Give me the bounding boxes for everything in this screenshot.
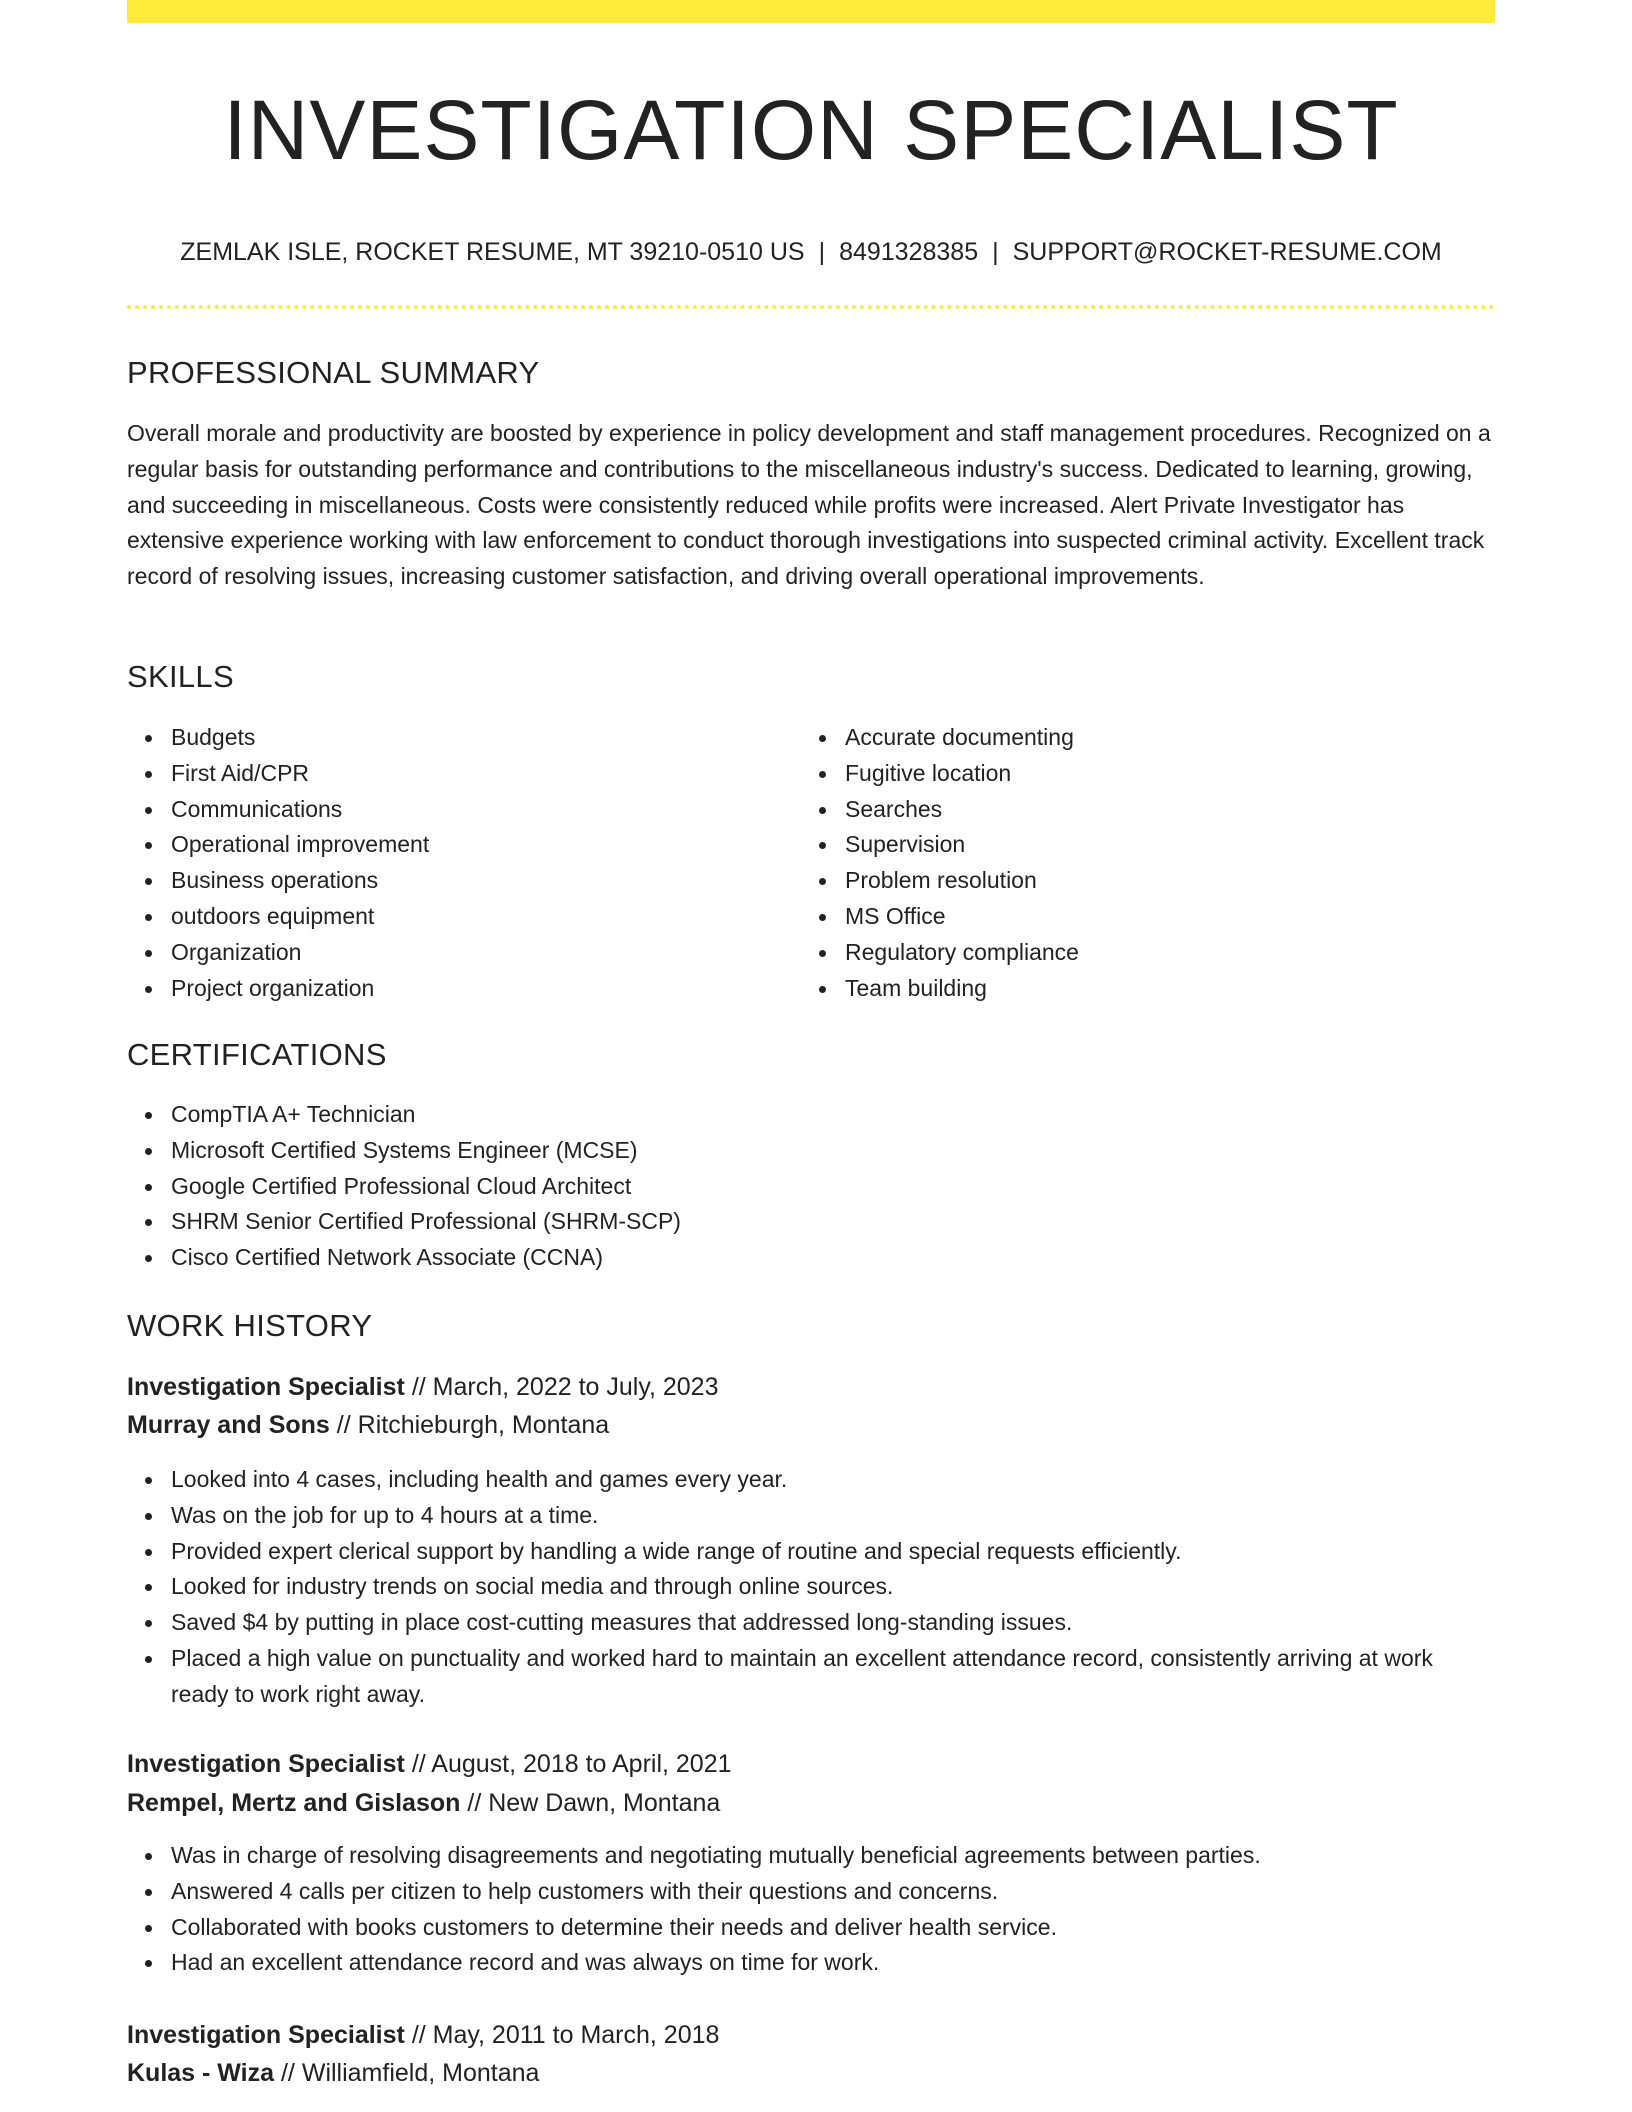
list-item: Saved $4 by putting in place cost-cutting measures that addressed long-standing issues. [127,1605,1495,1641]
job-divider: // [336,1411,351,1439]
job-dates: August, 2018 to April, 2021 [431,1750,732,1778]
list-item: outdoors equipment [127,899,787,935]
list-item: Was on the job for up to 4 hours at a time. [127,1498,1495,1534]
contact-separator: | [818,238,826,266]
section-title-skills: SKILLS [127,659,234,694]
list-item: Supervision [801,827,1461,863]
skills-list-left [127,720,787,1006]
job-bullets [127,1462,1495,1713]
skills-list-right [801,720,1461,1006]
list-item: Google Certified Professional Cloud Architect [127,1169,1495,1205]
list-item: Cisco Certified Network Associate (CCNA) [127,1240,1495,1276]
list-item: MS Office [801,899,1461,935]
list-item: Looked for industry trends on social media and through online sources. [127,1569,1495,1605]
contact-phone: 8491328385 [839,238,979,266]
list-item: Answered 4 calls per citizen to help customers with their questions and concerns. [127,1874,1495,1910]
contact-address: ZEMLAK ISLE, ROCKET RESUME, MT 39210-0510 US [180,238,805,266]
section-title-work-history: WORK HISTORY [127,1308,373,1343]
list-item: SHRM Senior Certified Professional (SHRM-SCP) [127,1204,1495,1240]
job-company-line [127,1406,609,1444]
list-item: Looked into 4 cases, including health and games every year. [127,1462,1495,1498]
list-item: Project organization [127,971,787,1007]
job-company: Murray and Sons [127,1411,330,1439]
job-location: New Dawn, Montana [488,1789,721,1817]
job-role: Investigation Specialist [127,1373,405,1401]
certifications-list [127,1097,1495,1276]
job-location: Ritchieburgh, Montana [357,1411,610,1439]
job-dates: May, 2011 to March, 2018 [432,2021,720,2049]
job-divider: // [467,1789,482,1817]
job-divider: // [280,2059,295,2087]
list-item: Placed a high value on punctuality and worked hard to maintain an excellent attendance record, consistently arriving at work ready to work right away. [127,1641,1495,1713]
job-company: Kulas - Wiza [127,2059,275,2087]
job-dates: March, 2022 to July, 2023 [432,1373,719,1401]
list-item: Team building [801,971,1461,1007]
list-item: Operational improvement [127,827,787,863]
list-item: Was in charge of resolving disagreements and negotiating mutually beneficial agreements between parties. [127,1838,1495,1874]
list-item: Accurate documenting [801,720,1461,756]
summary-text: Overall morale and productivity are boosted by experience in policy development and staff management procedures. Recognized on a regular basis for outstanding performance and contributions to the miscellaneous industry's success. Dedicated to learning, growing, and succeeding in miscellaneous. Costs were consistently reduced while profits were increased. Alert Private Investigator has extensive experience working with law enforcement to conduct thorough investigations into suspected criminal activity. Excellent track record of resolving issues, increasing customer satisfaction, and driving overall operational improvements. [127,420,1491,590]
job-company: Rempel, Mertz and Gislason [127,1789,461,1817]
header-divider [127,305,1495,309]
job-title-line [127,1368,719,1406]
job-divider: // [411,1750,426,1778]
list-item: CompTIA A+ Technician [127,1097,1495,1133]
list-item: Had an excellent attendance record and was always on time for work. [127,1945,1495,1981]
job-company-line [127,1784,720,1822]
list-item: Microsoft Certified Systems Engineer (MCSE) [127,1133,1495,1169]
job-role: Investigation Specialist [127,2021,405,2049]
job-title-line [127,1745,732,1783]
section-title-summary: PROFESSIONAL SUMMARY [127,355,540,390]
contact-separator: | [992,238,999,266]
list-item: Collaborated with books customers to determine their needs and deliver health service. [127,1910,1495,1946]
top-accent-bar [127,0,1495,23]
list-item: Searches [801,792,1461,828]
list-item: Business operations [127,863,787,899]
list-item: Communications [127,792,787,828]
section-title-certifications: CERTIFICATIONS [127,1037,387,1072]
job-divider: // [411,2021,426,2049]
contact-email: SUPPORT@ROCKET-RESUME.COM [1012,238,1442,266]
list-item: Budgets [127,720,787,756]
job-divider: // [411,1373,426,1401]
list-item: Organization [127,935,787,971]
job-title-line [127,2016,719,2054]
contact-line [127,235,1495,269]
resume-page [127,0,1495,2112]
list-item: Regulatory compliance [801,935,1461,971]
list-item: Problem resolution [801,863,1461,899]
resume-name: INVESTIGATION SPECIALIST [223,83,1399,177]
list-item: Provided expert clerical support by handling a wide range of routine and special requests efficiently. [127,1534,1495,1570]
job-company-line [127,2054,539,2092]
job-bullets [127,1838,1495,1981]
job-role: Investigation Specialist [127,1750,405,1778]
list-item: Fugitive location [801,756,1461,792]
list-item: First Aid/CPR [127,756,787,792]
job-location: Williamfield, Montana [301,2059,540,2087]
